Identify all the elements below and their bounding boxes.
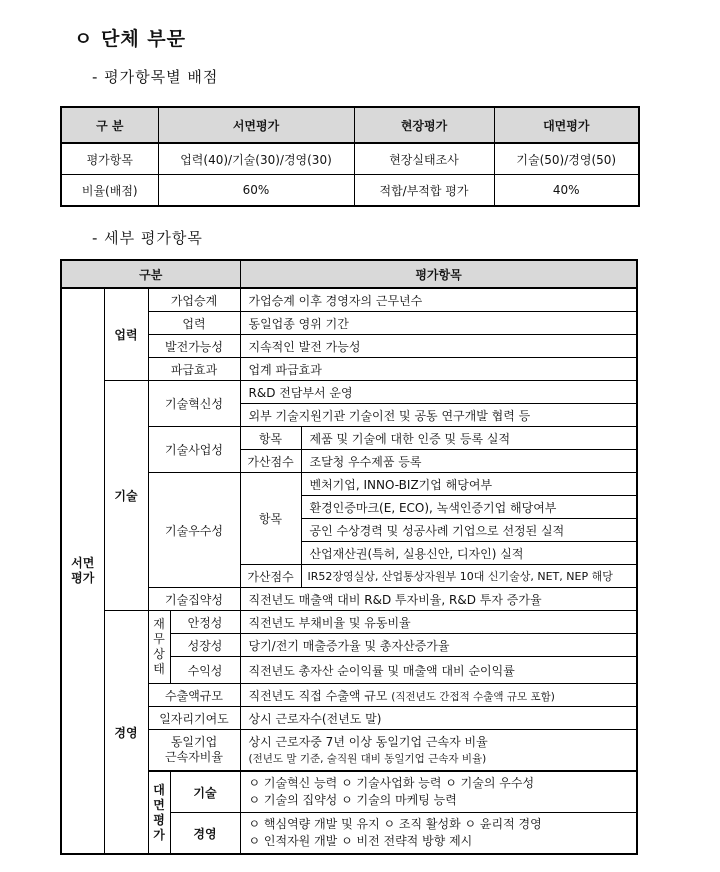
table-row — [61, 288, 637, 312]
item-label: 수익성 — [170, 657, 240, 684]
label-char: 무 — [153, 632, 165, 646]
item-desc: 외부 기술지원기관 기술이전 및 공동 연구개발 협력 등 — [240, 404, 637, 427]
category-career: 업력 — [104, 288, 148, 381]
item-desc: 직전년도 부채비율 및 유동비율 — [240, 611, 637, 634]
desc-line: 상시 근로자중 7년 이상 동일기업 근속자 비율 — [248, 734, 488, 749]
written-eval-label — [61, 288, 104, 854]
table-row — [61, 335, 637, 358]
category-tech: 기술 — [104, 381, 148, 611]
sub-label: 항목 — [240, 427, 301, 450]
item-label: 발전가능성 — [148, 335, 240, 358]
desc-line: ㅇ 인적자원 개발 ㅇ 비전 전략적 방향 제시 — [248, 834, 473, 848]
financial-status-label — [148, 611, 170, 684]
sub-label: 가산점수 — [240, 450, 301, 473]
item-desc: 지속적인 발전 가능성 — [240, 335, 637, 358]
item-label: 파급효과 — [148, 358, 240, 381]
interview-eval-label — [148, 771, 170, 854]
desc-main: 직전년도 직접 수출액 규모 — [248, 688, 388, 703]
label-char: 태 — [153, 662, 165, 676]
item-desc — [240, 813, 637, 855]
table-row — [61, 358, 637, 381]
item-label: 기술혁신성 — [148, 381, 240, 427]
table-cell: 기술(50)/경영(50) — [494, 143, 639, 175]
table-cell: 평가항목 — [61, 143, 158, 175]
desc-note: (전년도 말 기준, 술직원 대비 동일기업 근속자 비율) — [248, 752, 487, 765]
item-desc: 환경인증마크(E, ECO), 녹색인증기업 해당여부 — [301, 496, 637, 519]
desc-note: (직전년도 간접적 수출액 규모 포함) — [391, 690, 555, 703]
table-row — [61, 381, 637, 404]
item-desc — [240, 771, 637, 813]
item-label: 기술사업성 — [148, 427, 240, 473]
table-row — [61, 143, 639, 175]
category-mgmt: 경영 — [170, 813, 240, 855]
header-cell: 대면평가 — [494, 107, 639, 143]
category-mgmt: 경영 — [104, 611, 148, 855]
item-desc: 제품 및 기술에 대한 인증 및 등록 실적 — [301, 427, 637, 450]
item-desc — [240, 730, 637, 772]
item-desc: 직전년도 매출액 대비 R&D 투자비율, R&D 투자 증가율 — [240, 588, 637, 611]
table-row — [61, 427, 637, 450]
table-row — [61, 684, 637, 707]
item-label: 기술집약성 — [148, 588, 240, 611]
header-cell: 현장평가 — [354, 107, 494, 143]
item-label: 안정성 — [170, 611, 240, 634]
item-label: 일자리기여도 — [148, 707, 240, 730]
item-desc: 업계 파급효과 — [240, 358, 637, 381]
sub-label: 가산점수 — [240, 565, 301, 588]
item-desc: 직전년도 총자산 순이익률 및 매출액 대비 순이익률 — [240, 657, 637, 684]
item-label: 성장성 — [170, 634, 240, 657]
table-row — [61, 707, 637, 730]
item-label: 기술우수성 — [148, 473, 240, 588]
item-desc: IR52장영실상, 산업통상자원부 10대 신기술상, NET, NEP 해당 — [301, 565, 637, 588]
table-cell: 비율(배점) — [61, 175, 158, 207]
label-line: 평가 — [153, 812, 165, 842]
header-cell: 구분 — [61, 260, 240, 288]
label-char: 상 — [153, 647, 165, 661]
label-line: 동일기업 — [170, 735, 218, 749]
item-label: 업력 — [148, 312, 240, 335]
item-desc — [240, 684, 637, 707]
header-cell: 평가항목 — [240, 260, 637, 288]
table-row — [61, 730, 637, 772]
item-label: 가업승계 — [148, 288, 240, 312]
score-table — [60, 106, 640, 207]
item-desc: 벤처기업, INNO-BIZ기업 해당여부 — [301, 473, 637, 496]
label-line: 근속자비율 — [165, 750, 223, 764]
desc-line: ㅇ 핵심역량 개발 및 유지 ㅇ 조직 활성화 ㅇ 윤리적 경영 — [248, 817, 542, 831]
category-tech: 기술 — [170, 771, 240, 813]
table-row — [61, 473, 637, 496]
label-char: 재 — [153, 617, 165, 631]
table-cell: 40% — [494, 175, 639, 207]
score-table-header — [61, 107, 639, 143]
table-row — [61, 175, 639, 207]
desc-line: ㅇ 기술의 집약성 ㅇ 기술의 마케팅 능력 — [248, 793, 457, 807]
section-title: ㅇ 단체 부문 — [74, 28, 186, 50]
item-desc: 가업승계 이후 경영자의 근무년수 — [240, 288, 637, 312]
table-cell: 60% — [158, 175, 354, 207]
table-cell: 적합/부적합 평가 — [354, 175, 494, 207]
header-cell: 서면평가 — [158, 107, 354, 143]
item-label — [148, 730, 240, 772]
subsection-title-details: - 세부 평가항목 — [92, 229, 203, 247]
item-label: 수출액규모 — [148, 684, 240, 707]
label-line: 대면 — [153, 782, 165, 812]
label-line: 서면 — [71, 556, 95, 570]
detail-table-header — [61, 260, 637, 288]
table-row — [61, 771, 637, 813]
table-row — [61, 611, 637, 634]
desc-line: ㅇ 기술혁신 능력 ㅇ 기술사업화 능력 ㅇ 기술의 우수성 — [248, 776, 535, 790]
item-desc: 산업재산권(특허, 실용신안, 디자인) 실적 — [301, 542, 637, 565]
header-cell: 구 분 — [61, 107, 158, 143]
subsection-title-scores: - 평가항목별 배점 — [92, 68, 219, 86]
table-cell: 업력(40)/기술(30)/경영(30) — [158, 143, 354, 175]
label-line: 평가 — [71, 571, 95, 585]
item-desc: 조달청 우수제품 등록 — [301, 450, 637, 473]
table-row — [61, 312, 637, 335]
item-desc: 공인 수상경력 및 성공사례 기업으로 선정된 실적 — [301, 519, 637, 542]
item-desc: 당기/전기 매출증가율 및 총자산증가율 — [240, 634, 637, 657]
item-desc: R&D 전담부서 운영 — [240, 381, 637, 404]
sub-label: 항목 — [240, 473, 301, 565]
item-desc: 상시 근로자수(전년도 말) — [240, 707, 637, 730]
table-row — [61, 588, 637, 611]
item-desc: 동일업종 영위 기간 — [240, 312, 637, 335]
detail-table — [60, 259, 638, 855]
table-cell: 현장실태조사 — [354, 143, 494, 175]
